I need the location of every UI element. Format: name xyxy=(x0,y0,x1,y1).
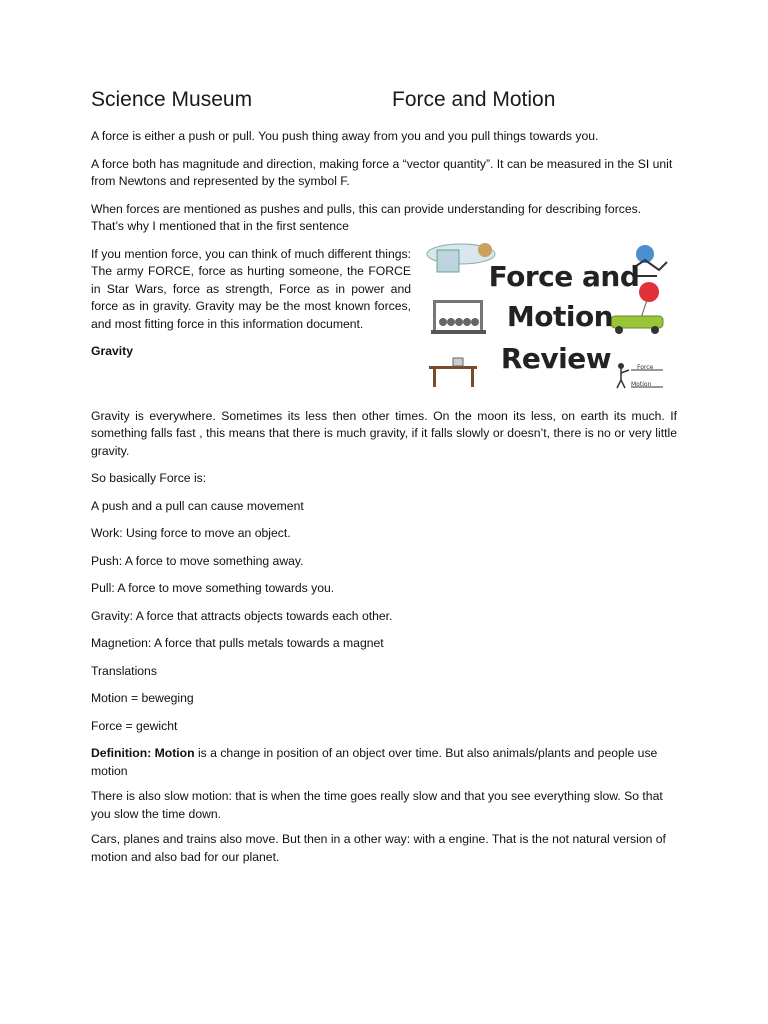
translation-force: Force = gewicht xyxy=(91,718,178,733)
list-item-push: Push: A force to move something away. xyxy=(91,553,304,568)
force-motion-review-image xyxy=(423,240,681,392)
image-title-line-3: Review xyxy=(500,341,612,375)
definition-label: Definition: Motion xyxy=(91,746,195,760)
image-title-line-2: Motion xyxy=(506,299,614,333)
paragraph-push-pull: A force is either a push or pull. You push thing away from you and you pull things towards you. xyxy=(91,129,599,143)
document-page xyxy=(91,86,677,866)
document-title-right: Force and Motion xyxy=(392,88,556,111)
image-section xyxy=(91,246,677,396)
paragraph-meanings: If you mention force, you can think of much different things: The army FORCE, force as hurting someone, the FORCE in Star Wars, force as strength, Force as in power and force as in gravity. Gravity may be the most known forces, and most fitting force in this information document. xyxy=(91,246,411,331)
document-title-left: Science Museum xyxy=(91,88,253,111)
title-row xyxy=(91,86,677,120)
image-title-line-1: Force and xyxy=(488,259,640,293)
list-item-gravity: Gravity: A force that attracts objects towards each other. xyxy=(91,608,393,623)
paragraph-definition xyxy=(91,745,677,780)
paragraph-so-basically: So basically Force is: xyxy=(91,471,207,485)
list-item-work: Work: Using force to move an object. xyxy=(91,526,291,540)
translation-motion: Motion = beweging xyxy=(91,691,194,705)
definition-text: is a change in position of an object over time. But also animals/plants and people use motion xyxy=(91,746,658,778)
list-item-push-pull: A push and a pull can cause movement xyxy=(91,498,304,513)
list-item-magnetion: Magnetion: A force that pulls metals towards a magnet xyxy=(91,636,384,650)
paragraph-gravity: Gravity is everywhere. Sometimes its less then other times. On the moon its less, on earth its much. If something falls fast , this means that there is much gravity, if it falls slowly or doesn’t, there is no or very little gravity. xyxy=(91,408,677,458)
paragraph-slow-motion: There is also slow motion: that is when the time goes really slow and that you see everything slow. So that you slow the time down. xyxy=(91,789,663,821)
image-force-label: Force xyxy=(637,363,654,371)
heading-translations: Translations xyxy=(91,663,157,678)
paragraph-describing: When forces are mentioned as pushes and pulls, this can provide understanding for describing forces. That’s why I mentioned that in the first sentence xyxy=(91,201,642,233)
paragraph-engines: Cars, planes and trains also move. But then in a other way: with a engine. That is the not natural version of motion and also bad for our planet. xyxy=(91,832,666,864)
paragraph-vector: A force both has magnitude and direction, making force a “vector quantity”. It can be measured in the SI unit from Newtons and represented by the symbol F. xyxy=(91,156,673,188)
list-item-pull: Pull: A force to move something towards you. xyxy=(91,581,335,595)
image-motion-label: Motion xyxy=(631,380,652,388)
heading-gravity: Gravity xyxy=(91,344,134,358)
